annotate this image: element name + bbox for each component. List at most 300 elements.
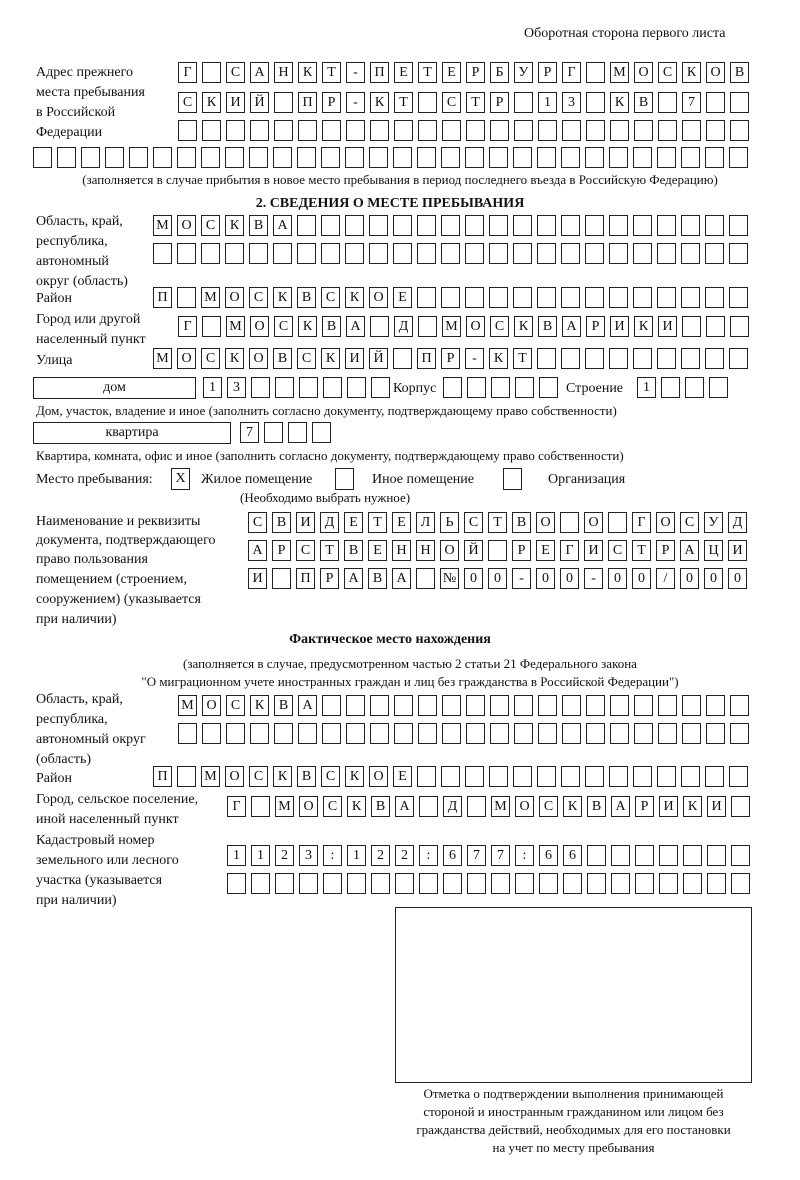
- char-cell[interactable]: [370, 695, 389, 716]
- char-cell[interactable]: О: [515, 796, 534, 817]
- char-cell[interactable]: [729, 215, 748, 236]
- char-cell[interactable]: [488, 540, 507, 561]
- char-cell[interactable]: [347, 377, 366, 398]
- char-cell[interactable]: С: [248, 512, 267, 533]
- char-cell[interactable]: [202, 723, 221, 744]
- char-cell[interactable]: [560, 512, 579, 533]
- char-cell[interactable]: [299, 873, 318, 894]
- char-cell[interactable]: [514, 120, 533, 141]
- char-cell[interactable]: [537, 243, 556, 264]
- char-cell[interactable]: О: [706, 62, 725, 83]
- char-cell[interactable]: Р: [538, 62, 557, 83]
- char-cell[interactable]: А: [611, 796, 630, 817]
- char-cell[interactable]: Н: [416, 540, 435, 561]
- char-cell[interactable]: [658, 92, 677, 113]
- char-cell[interactable]: [417, 215, 436, 236]
- char-cell[interactable]: О: [584, 512, 603, 533]
- char-cell[interactable]: [417, 287, 436, 308]
- char-cell[interactable]: [729, 243, 748, 264]
- char-cell[interactable]: Е: [344, 512, 363, 533]
- flat-type-field[interactable]: квартира: [33, 422, 231, 444]
- char-cell[interactable]: [657, 348, 676, 369]
- char-cell[interactable]: С: [323, 796, 342, 817]
- char-cell[interactable]: Д: [394, 316, 413, 337]
- char-cell[interactable]: [729, 287, 748, 308]
- char-cell[interactable]: У: [514, 62, 533, 83]
- char-cell[interactable]: [731, 796, 750, 817]
- char-cell[interactable]: [682, 120, 701, 141]
- char-cell[interactable]: [513, 243, 532, 264]
- char-cell[interactable]: [466, 723, 485, 744]
- char-cell[interactable]: К: [514, 316, 533, 337]
- char-cell[interactable]: [681, 215, 700, 236]
- char-cell[interactable]: [681, 287, 700, 308]
- char-cell[interactable]: [249, 243, 268, 264]
- char-cell[interactable]: О: [177, 348, 196, 369]
- char-cell[interactable]: [312, 422, 331, 443]
- char-cell[interactable]: [394, 695, 413, 716]
- char-cell[interactable]: К: [345, 766, 364, 787]
- char-cell[interactable]: [729, 766, 748, 787]
- char-cell[interactable]: И: [248, 568, 267, 589]
- char-cell[interactable]: [730, 316, 749, 337]
- char-cell[interactable]: [513, 287, 532, 308]
- char-cell[interactable]: Н: [274, 62, 293, 83]
- char-cell[interactable]: [658, 723, 677, 744]
- char-cell[interactable]: Г: [632, 512, 651, 533]
- char-cell[interactable]: [657, 147, 676, 168]
- char-cell[interactable]: К: [682, 62, 701, 83]
- char-cell[interactable]: 7: [467, 845, 486, 866]
- char-cell[interactable]: О: [634, 62, 653, 83]
- char-cell[interactable]: И: [226, 92, 245, 113]
- char-cell[interactable]: [562, 120, 581, 141]
- char-cell[interactable]: [323, 873, 342, 894]
- char-cell[interactable]: К: [610, 92, 629, 113]
- char-cell[interactable]: [33, 147, 52, 168]
- char-cell[interactable]: О: [440, 540, 459, 561]
- char-cell[interactable]: [442, 723, 461, 744]
- char-cell[interactable]: [177, 147, 196, 168]
- char-cell[interactable]: К: [321, 348, 340, 369]
- char-cell[interactable]: [202, 316, 221, 337]
- char-cell[interactable]: [321, 215, 340, 236]
- char-cell[interactable]: В: [587, 796, 606, 817]
- char-cell[interactable]: [417, 147, 436, 168]
- char-cell[interactable]: С: [178, 92, 197, 113]
- char-cell[interactable]: [467, 377, 486, 398]
- char-cell[interactable]: К: [634, 316, 653, 337]
- char-cell[interactable]: Е: [368, 540, 387, 561]
- char-cell[interactable]: М: [178, 695, 197, 716]
- char-cell[interactable]: Г: [178, 62, 197, 83]
- char-cell[interactable]: [465, 215, 484, 236]
- char-cell[interactable]: [249, 147, 268, 168]
- char-cell[interactable]: Т: [513, 348, 532, 369]
- char-cell[interactable]: [513, 766, 532, 787]
- char-cell[interactable]: [706, 695, 725, 716]
- char-cell[interactable]: Г: [562, 62, 581, 83]
- char-cell[interactable]: Р: [490, 92, 509, 113]
- char-cell[interactable]: [514, 92, 533, 113]
- char-cell[interactable]: [513, 147, 532, 168]
- char-cell[interactable]: [251, 796, 270, 817]
- char-cell[interactable]: [513, 215, 532, 236]
- char-cell[interactable]: [681, 766, 700, 787]
- char-cell[interactable]: [467, 873, 486, 894]
- char-cell[interactable]: 6: [443, 845, 462, 866]
- char-cell[interactable]: [441, 215, 460, 236]
- stay-other-premises-checkbox[interactable]: [335, 468, 354, 490]
- char-cell[interactable]: /: [656, 568, 675, 589]
- char-cell[interactable]: М: [153, 348, 172, 369]
- char-cell[interactable]: [298, 723, 317, 744]
- char-cell[interactable]: Т: [368, 512, 387, 533]
- char-cell[interactable]: [658, 120, 677, 141]
- char-cell[interactable]: [562, 695, 581, 716]
- char-cell[interactable]: 3: [299, 845, 318, 866]
- char-cell[interactable]: [537, 147, 556, 168]
- char-cell[interactable]: Ц: [704, 540, 723, 561]
- char-cell[interactable]: 0: [488, 568, 507, 589]
- char-cell[interactable]: [418, 92, 437, 113]
- char-cell[interactable]: Ь: [440, 512, 459, 533]
- char-cell[interactable]: [730, 92, 749, 113]
- char-cell[interactable]: М: [442, 316, 461, 337]
- char-cell[interactable]: [322, 695, 341, 716]
- char-cell[interactable]: К: [347, 796, 366, 817]
- char-cell[interactable]: [323, 377, 342, 398]
- char-cell[interactable]: А: [346, 316, 365, 337]
- char-cell[interactable]: [322, 120, 341, 141]
- char-cell[interactable]: С: [442, 92, 461, 113]
- char-cell[interactable]: А: [344, 568, 363, 589]
- char-cell[interactable]: В: [297, 766, 316, 787]
- char-cell[interactable]: [441, 147, 460, 168]
- char-cell[interactable]: П: [153, 766, 172, 787]
- char-cell[interactable]: [321, 243, 340, 264]
- char-cell[interactable]: [418, 695, 437, 716]
- char-cell[interactable]: [393, 215, 412, 236]
- char-cell[interactable]: [226, 120, 245, 141]
- char-cell[interactable]: [226, 723, 245, 744]
- char-cell[interactable]: [264, 422, 283, 443]
- char-cell[interactable]: [105, 147, 124, 168]
- char-cell[interactable]: [418, 723, 437, 744]
- char-cell[interactable]: [611, 845, 630, 866]
- char-cell[interactable]: К: [273, 287, 292, 308]
- char-cell[interactable]: К: [298, 62, 317, 83]
- char-cell[interactable]: [346, 695, 365, 716]
- char-cell[interactable]: [561, 243, 580, 264]
- char-cell[interactable]: [537, 766, 556, 787]
- char-cell[interactable]: [178, 723, 197, 744]
- char-cell[interactable]: [371, 377, 390, 398]
- char-cell[interactable]: [370, 723, 389, 744]
- char-cell[interactable]: Б: [490, 62, 509, 83]
- char-cell[interactable]: М: [491, 796, 510, 817]
- char-cell[interactable]: [345, 243, 364, 264]
- house-type-field[interactable]: дом: [33, 377, 196, 399]
- char-cell[interactable]: [706, 316, 725, 337]
- char-cell[interactable]: [681, 147, 700, 168]
- char-cell[interactable]: [538, 723, 557, 744]
- char-cell[interactable]: [685, 377, 704, 398]
- char-cell[interactable]: [321, 147, 340, 168]
- char-cell[interactable]: 0: [632, 568, 651, 589]
- char-cell[interactable]: :: [323, 845, 342, 866]
- char-cell[interactable]: В: [297, 287, 316, 308]
- char-cell[interactable]: [250, 120, 269, 141]
- char-cell[interactable]: [443, 873, 462, 894]
- char-cell[interactable]: [201, 147, 220, 168]
- char-cell[interactable]: [705, 348, 724, 369]
- char-cell[interactable]: [609, 766, 628, 787]
- char-cell[interactable]: [705, 147, 724, 168]
- char-cell[interactable]: -: [346, 62, 365, 83]
- char-cell[interactable]: [609, 348, 628, 369]
- char-cell[interactable]: [538, 120, 557, 141]
- char-cell[interactable]: Й: [369, 348, 388, 369]
- char-cell[interactable]: А: [392, 568, 411, 589]
- char-cell[interactable]: [274, 120, 293, 141]
- char-cell[interactable]: [441, 243, 460, 264]
- char-cell[interactable]: [561, 287, 580, 308]
- char-cell[interactable]: 1: [251, 845, 270, 866]
- char-cell[interactable]: С: [249, 287, 268, 308]
- char-cell[interactable]: [227, 873, 246, 894]
- char-cell[interactable]: С: [201, 215, 220, 236]
- char-cell[interactable]: [561, 215, 580, 236]
- char-cell[interactable]: [587, 845, 606, 866]
- char-cell[interactable]: [347, 873, 366, 894]
- char-cell[interactable]: В: [274, 695, 293, 716]
- char-cell[interactable]: [706, 92, 725, 113]
- char-cell[interactable]: [730, 120, 749, 141]
- char-cell[interactable]: [394, 723, 413, 744]
- char-cell[interactable]: Г: [560, 540, 579, 561]
- char-cell[interactable]: О: [249, 348, 268, 369]
- char-cell[interactable]: [731, 873, 750, 894]
- char-cell[interactable]: [515, 873, 534, 894]
- char-cell[interactable]: [417, 243, 436, 264]
- char-cell[interactable]: [129, 147, 148, 168]
- char-cell[interactable]: С: [608, 540, 627, 561]
- char-cell[interactable]: [635, 873, 654, 894]
- char-cell[interactable]: [442, 695, 461, 716]
- char-cell[interactable]: Т: [322, 62, 341, 83]
- char-cell[interactable]: О: [369, 766, 388, 787]
- char-cell[interactable]: [659, 845, 678, 866]
- char-cell[interactable]: П: [153, 287, 172, 308]
- char-cell[interactable]: [609, 287, 628, 308]
- char-cell[interactable]: М: [201, 287, 220, 308]
- char-cell[interactable]: 6: [563, 845, 582, 866]
- char-cell[interactable]: И: [728, 540, 747, 561]
- char-cell[interactable]: [177, 287, 196, 308]
- char-cell[interactable]: [274, 723, 293, 744]
- char-cell[interactable]: 3: [227, 377, 246, 398]
- char-cell[interactable]: Г: [227, 796, 246, 817]
- char-cell[interactable]: К: [298, 316, 317, 337]
- char-cell[interactable]: [395, 873, 414, 894]
- char-cell[interactable]: [633, 287, 652, 308]
- char-cell[interactable]: О: [369, 287, 388, 308]
- char-cell[interactable]: [443, 377, 462, 398]
- char-cell[interactable]: М: [153, 215, 172, 236]
- char-cell[interactable]: Е: [393, 766, 412, 787]
- char-cell[interactable]: [465, 147, 484, 168]
- char-cell[interactable]: [585, 348, 604, 369]
- char-cell[interactable]: [393, 243, 412, 264]
- char-cell[interactable]: А: [273, 215, 292, 236]
- char-cell[interactable]: [369, 147, 388, 168]
- char-cell[interactable]: О: [202, 695, 221, 716]
- char-cell[interactable]: [297, 243, 316, 264]
- char-cell[interactable]: [514, 723, 533, 744]
- char-cell[interactable]: С: [296, 540, 315, 561]
- char-cell[interactable]: В: [272, 512, 291, 533]
- char-cell[interactable]: М: [275, 796, 294, 817]
- char-cell[interactable]: [466, 120, 485, 141]
- char-cell[interactable]: [345, 215, 364, 236]
- char-cell[interactable]: [251, 873, 270, 894]
- char-cell[interactable]: [585, 147, 604, 168]
- char-cell[interactable]: [489, 766, 508, 787]
- char-cell[interactable]: Т: [418, 62, 437, 83]
- char-cell[interactable]: [537, 215, 556, 236]
- char-cell[interactable]: Т: [394, 92, 413, 113]
- char-cell[interactable]: К: [250, 695, 269, 716]
- char-cell[interactable]: Е: [393, 287, 412, 308]
- char-cell[interactable]: 2: [395, 845, 414, 866]
- char-cell[interactable]: В: [512, 512, 531, 533]
- char-cell[interactable]: В: [249, 215, 268, 236]
- char-cell[interactable]: 7: [240, 422, 259, 443]
- char-cell[interactable]: 0: [728, 568, 747, 589]
- char-cell[interactable]: [586, 695, 605, 716]
- char-cell[interactable]: [394, 120, 413, 141]
- char-cell[interactable]: П: [296, 568, 315, 589]
- char-cell[interactable]: [418, 120, 437, 141]
- char-cell[interactable]: [250, 723, 269, 744]
- char-cell[interactable]: [177, 766, 196, 787]
- char-cell[interactable]: [682, 695, 701, 716]
- char-cell[interactable]: [657, 243, 676, 264]
- char-cell[interactable]: [586, 62, 605, 83]
- char-cell[interactable]: К: [225, 215, 244, 236]
- char-cell[interactable]: И: [707, 796, 726, 817]
- char-cell[interactable]: [201, 243, 220, 264]
- char-cell[interactable]: [490, 120, 509, 141]
- char-cell[interactable]: [586, 723, 605, 744]
- char-cell[interactable]: [561, 348, 580, 369]
- char-cell[interactable]: [273, 147, 292, 168]
- char-cell[interactable]: И: [296, 512, 315, 533]
- char-cell[interactable]: [297, 147, 316, 168]
- char-cell[interactable]: [634, 723, 653, 744]
- char-cell[interactable]: [346, 120, 365, 141]
- char-cell[interactable]: [633, 147, 652, 168]
- char-cell[interactable]: 7: [682, 92, 701, 113]
- char-cell[interactable]: [659, 873, 678, 894]
- char-cell[interactable]: К: [273, 766, 292, 787]
- char-cell[interactable]: [489, 243, 508, 264]
- char-cell[interactable]: О: [299, 796, 318, 817]
- stay-residential-checkbox[interactable]: X: [171, 468, 190, 490]
- char-cell[interactable]: В: [344, 540, 363, 561]
- char-cell[interactable]: [273, 243, 292, 264]
- char-cell[interactable]: [514, 695, 533, 716]
- char-cell[interactable]: [393, 348, 412, 369]
- char-cell[interactable]: [633, 348, 652, 369]
- char-cell[interactable]: [299, 377, 318, 398]
- char-cell[interactable]: [610, 120, 629, 141]
- char-cell[interactable]: [275, 377, 294, 398]
- char-cell[interactable]: [467, 796, 486, 817]
- char-cell[interactable]: Р: [586, 316, 605, 337]
- char-cell[interactable]: [490, 695, 509, 716]
- char-cell[interactable]: В: [538, 316, 557, 337]
- char-cell[interactable]: Р: [441, 348, 460, 369]
- char-cell[interactable]: [297, 215, 316, 236]
- char-cell[interactable]: [705, 287, 724, 308]
- char-cell[interactable]: [585, 243, 604, 264]
- stay-organization-checkbox[interactable]: [503, 468, 522, 490]
- char-cell[interactable]: [658, 695, 677, 716]
- char-cell[interactable]: [657, 287, 676, 308]
- char-cell[interactable]: О: [177, 215, 196, 236]
- char-cell[interactable]: [608, 512, 627, 533]
- char-cell[interactable]: 1: [227, 845, 246, 866]
- char-cell[interactable]: 2: [275, 845, 294, 866]
- char-cell[interactable]: В: [371, 796, 390, 817]
- char-cell[interactable]: Д: [443, 796, 462, 817]
- char-cell[interactable]: №: [440, 568, 459, 589]
- char-cell[interactable]: [633, 766, 652, 787]
- char-cell[interactable]: 0: [608, 568, 627, 589]
- char-cell[interactable]: [465, 766, 484, 787]
- char-cell[interactable]: [562, 723, 581, 744]
- char-cell[interactable]: -: [346, 92, 365, 113]
- char-cell[interactable]: [393, 147, 412, 168]
- char-cell[interactable]: С: [226, 62, 245, 83]
- char-cell[interactable]: -: [465, 348, 484, 369]
- char-cell[interactable]: [561, 766, 580, 787]
- char-cell[interactable]: К: [345, 287, 364, 308]
- char-cell[interactable]: Р: [466, 62, 485, 83]
- char-cell[interactable]: 2: [371, 845, 390, 866]
- char-cell[interactable]: [489, 147, 508, 168]
- char-cell[interactable]: [202, 62, 221, 83]
- char-cell[interactable]: [585, 215, 604, 236]
- char-cell[interactable]: Г: [178, 316, 197, 337]
- char-cell[interactable]: [275, 873, 294, 894]
- char-cell[interactable]: [57, 147, 76, 168]
- char-cell[interactable]: [707, 845, 726, 866]
- char-cell[interactable]: [563, 873, 582, 894]
- char-cell[interactable]: [657, 766, 676, 787]
- char-cell[interactable]: [419, 873, 438, 894]
- char-cell[interactable]: [465, 287, 484, 308]
- char-cell[interactable]: [466, 695, 485, 716]
- char-cell[interactable]: Р: [320, 568, 339, 589]
- char-cell[interactable]: [705, 766, 724, 787]
- char-cell[interactable]: -: [584, 568, 603, 589]
- char-cell[interactable]: 0: [536, 568, 555, 589]
- char-cell[interactable]: В: [730, 62, 749, 83]
- char-cell[interactable]: Д: [320, 512, 339, 533]
